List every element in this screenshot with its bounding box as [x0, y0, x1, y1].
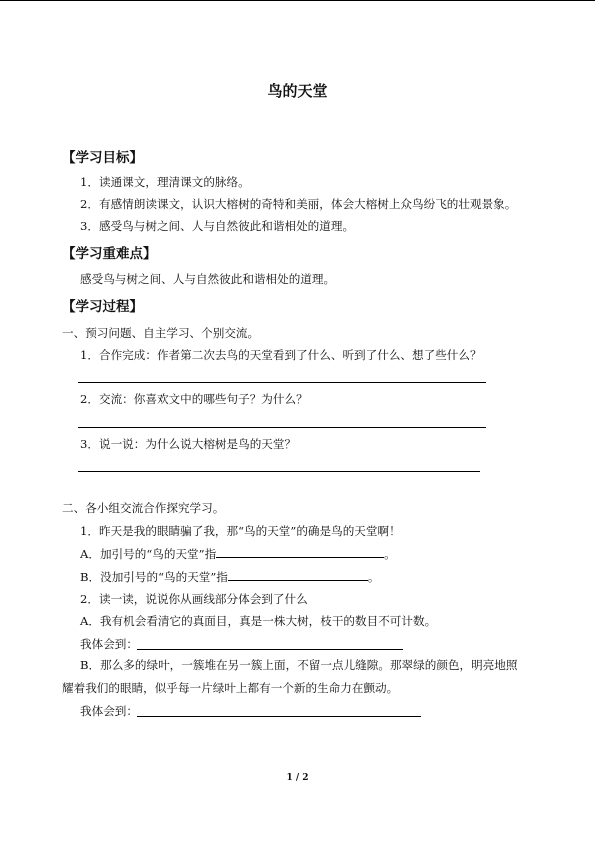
- part1-question-1: 1．合作完成：作者第二次去鸟的天堂看到了什么、听到了什么、想了些什么？: [80, 348, 482, 362]
- part1-question-2: 2．交流：你喜欢文中的哪些句子？为什么？: [80, 392, 308, 406]
- page-number: 1 / 2: [286, 773, 309, 783]
- part2-item-b: [80, 569, 380, 585]
- part2-sentence-b-line1: B．那么多的绿叶，一簇堆在另一簇上面，不留一点儿缝隙。那翠绿的颜色，明亮地照: [80, 658, 518, 672]
- item-a-end: 。: [384, 547, 396, 561]
- item-a-prefix: A．加引号的“鸟的天堂”指: [80, 547, 217, 561]
- process-heading: 【学习过程】: [62, 299, 143, 315]
- feel-answer-line-1[interactable]: [137, 649, 403, 650]
- goal-item-1: 1．读通课文，理清课文的脉络。: [80, 175, 250, 189]
- part1-heading: 一、预习问题、自主学习、个别交流。: [62, 326, 260, 340]
- feel-answer-line-2[interactable]: [137, 716, 421, 717]
- key-point-text: 感受鸟与树之间、人与自然彼此和谐相处的道理。: [80, 272, 336, 286]
- answer-line-2[interactable]: [78, 427, 486, 428]
- item-b-prefix: B．没加引号的“鸟的天堂”指: [80, 570, 228, 584]
- item-a-blank[interactable]: [216, 547, 384, 558]
- part2-sentence-b-line2: 耀着我们的眼睛，似乎每一片绿叶上都有一个新的生命力在颤动。: [62, 681, 399, 695]
- part2-item-a: [80, 546, 396, 562]
- item-b-end: 。: [367, 570, 380, 584]
- part1-question-3: 3．说一说：为什么说大榕树是鸟的天堂？: [80, 437, 297, 451]
- feel-label-1: 我体会到：: [80, 637, 138, 651]
- part2-heading: 二、各小组交流合作探究学习。: [62, 501, 225, 515]
- header-rule: [0, 0, 595, 1]
- answer-line-3[interactable]: [78, 471, 480, 472]
- feel-label-2: 我体会到：: [80, 704, 138, 718]
- goal-item-2: 2．有感情朗读课文，认识大榕树的奇特和美丽，体会大榕树上众鸟纷飞的壮观景象。: [80, 197, 517, 211]
- part2-question-1: 1．昨天是我的眼睛骗了我，那“鸟的天堂”的确是鸟的天堂啊！: [80, 524, 401, 538]
- page-title: 鸟的天堂: [267, 82, 328, 100]
- goal-item-3: 3．感受鸟与树之间、人与自然彼此和谐相处的道理。: [80, 219, 355, 233]
- answer-line-1[interactable]: [78, 382, 486, 383]
- goals-heading: 【学习目标】: [62, 150, 143, 166]
- part2-sentence-a: A．我有机会看清它的真面目，真是一株大树，枝干的数目不可计数。: [80, 614, 437, 628]
- item-b-blank[interactable]: [228, 570, 368, 581]
- key-points-heading: 【学习重难点】: [62, 246, 157, 262]
- part2-question-2: 2．读一读，说说你从画线部分体会到了什么: [80, 592, 308, 606]
